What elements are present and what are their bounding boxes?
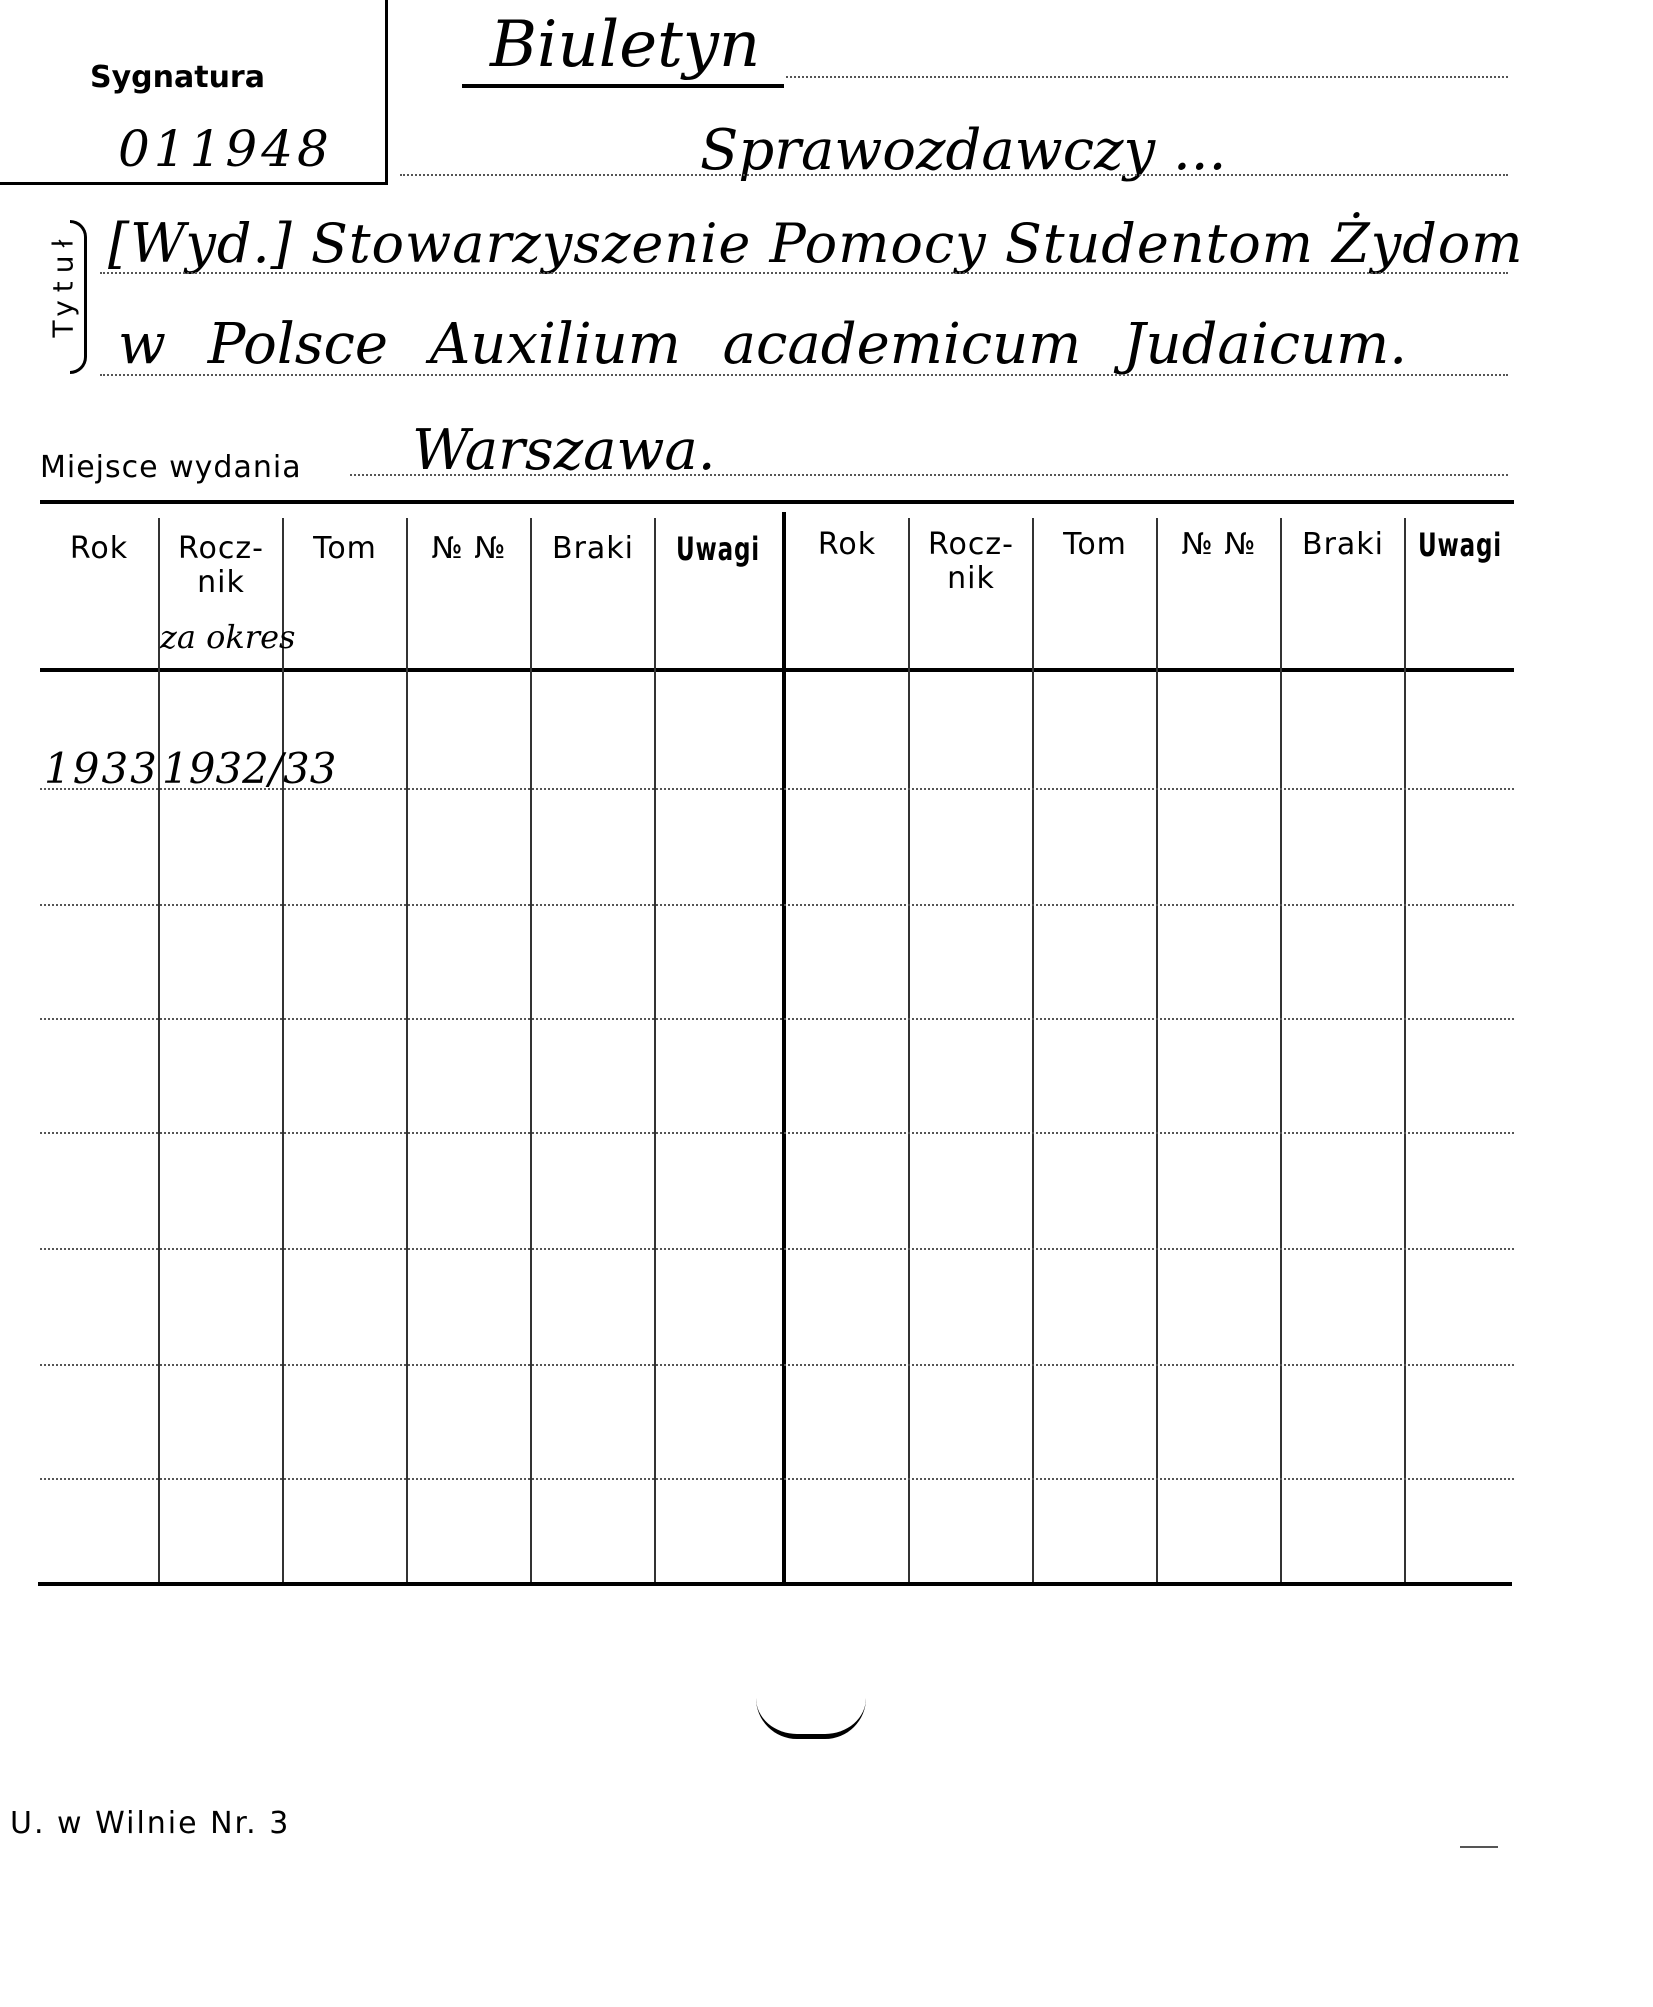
col-line: [282, 518, 284, 1582]
signature-label: Sygnatura: [90, 60, 265, 95]
header-tom-right: Tom: [1063, 527, 1127, 562]
header-braki: Braki: [551, 531, 634, 566]
place-label: Miejsce wydania: [40, 450, 302, 485]
table-top-rule: [40, 500, 1514, 504]
curved-mark: [756, 1698, 866, 1739]
col-line: [654, 518, 656, 1582]
footer-text: U. w Wilnie Nr. 3: [10, 1806, 291, 1841]
table-bottom-rule: [38, 1582, 1512, 1586]
row-dots: [40, 1018, 1514, 1020]
title-line-4-dots: [100, 374, 1508, 376]
col-line: [908, 518, 910, 1582]
row-1-rocznik: 1932/33: [162, 744, 337, 793]
title-brace: [70, 220, 87, 374]
row-dots: [40, 1364, 1514, 1366]
row-dots: [40, 1248, 1514, 1250]
col-line: [406, 518, 408, 1582]
table-header-rule: [40, 668, 1514, 672]
signature-value: 011948: [118, 120, 333, 178]
col-line: [1404, 518, 1406, 1582]
title-line-3-dots: [100, 272, 1508, 274]
row-dots: [40, 904, 1514, 906]
header-uwagi-right: Uwagi: [1418, 526, 1502, 564]
title-line-2: Sprawozdawczy ...: [700, 118, 1227, 183]
col-line: [1280, 518, 1282, 1582]
title-line-1-dots: [786, 76, 1508, 78]
col-line: [530, 518, 532, 1582]
header-numery-right: № №: [1181, 527, 1257, 562]
place-value: Warszawa.: [412, 418, 716, 483]
header-rocznik-2-right: nik: [947, 561, 995, 596]
header-uwagi: Uwagi: [676, 530, 760, 568]
header-rocznik-note: za okres: [160, 618, 296, 656]
col-line: [1156, 518, 1158, 1582]
title-line-2-dots: [400, 174, 1508, 176]
title-line-4: w Polsce Auxilium academicum Judaicum.: [118, 312, 1408, 377]
header-rocznik-2: nik: [197, 565, 245, 600]
header-rocznik-1: Rocz-: [178, 531, 264, 566]
header-braki-right: Braki: [1301, 527, 1384, 562]
col-line: [158, 518, 160, 1582]
header-rocznik-1-right: Rocz-: [928, 527, 1014, 562]
header-rok: Rok: [69, 531, 129, 566]
row-dots: [40, 1132, 1514, 1134]
header-rok-right: Rok: [817, 527, 877, 562]
title-line-3: [Wyd.] Stowarzyszenie Pomocy Studentom Żydom: [108, 212, 1524, 275]
header-tom: Tom: [313, 531, 377, 566]
col-line: [1032, 518, 1034, 1582]
title-underline: [462, 84, 784, 88]
title-vertical-label: Tytuł: [46, 231, 80, 338]
header-numery: № №: [431, 531, 507, 566]
place-dots: [350, 474, 1508, 476]
table-center-divider: [782, 512, 786, 1582]
row-dots: [40, 1478, 1514, 1480]
footer-dash: [1460, 1846, 1498, 1848]
title-line-1: Biuletyn: [490, 8, 761, 82]
row-1-rok: 1933: [44, 744, 159, 793]
